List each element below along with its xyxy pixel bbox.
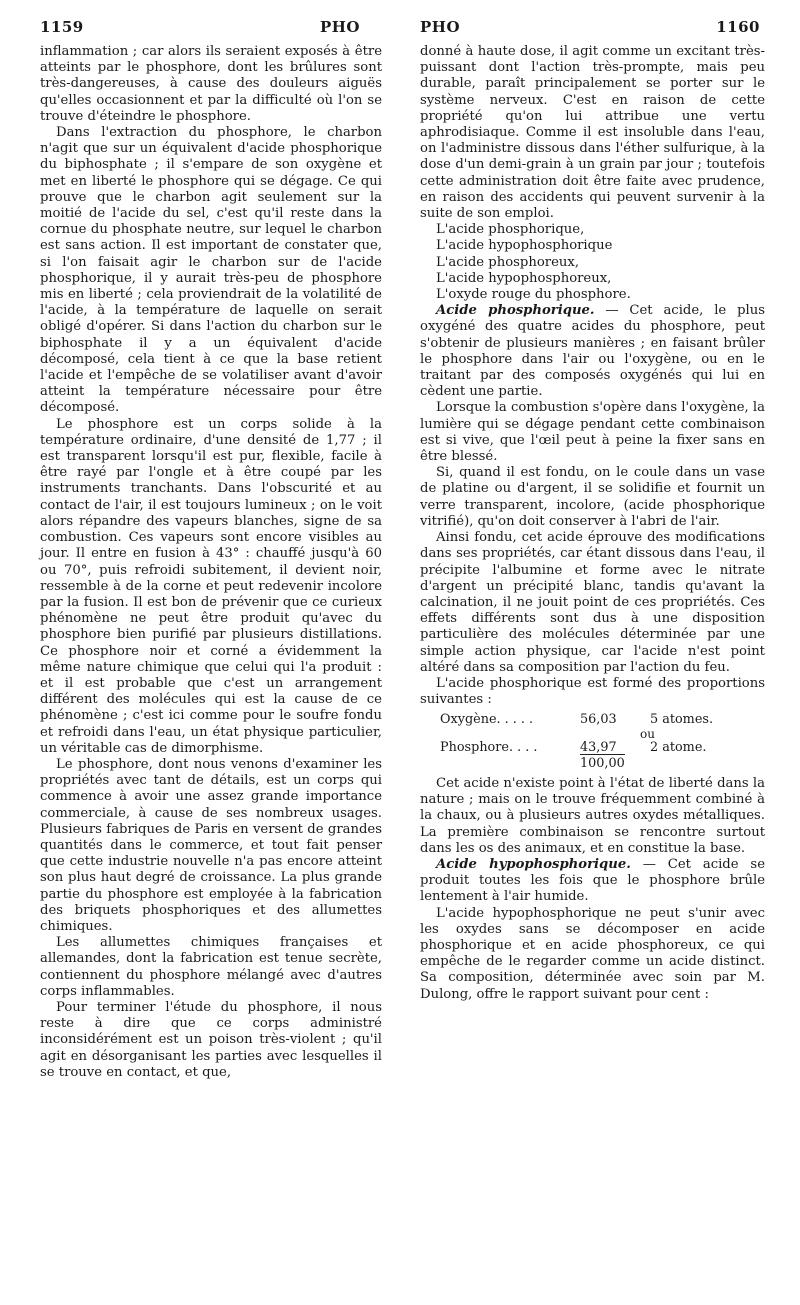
paragraph: Lorsque la combustion s'opère dans l'oxygène, la lumière qui se dégage pendant cette combinaison est si vive, que l'œil peut à peine la fixer sans en être blessé.: [420, 400, 765, 465]
paragraph-text: — Cet acide se produit toutes les fois que le phosphore brûle lentement à l'air humide.: [420, 856, 765, 905]
left-page-number: 1159: [40, 18, 84, 36]
or-label: ou: [640, 726, 655, 741]
left-page-header: [40, 18, 360, 36]
right-column: [420, 44, 765, 1003]
paragraph: Le phosphore, dont nous venons d'examiner les propriétés avec tant de détails, est un corps qui commence à avoir une assez grande importance commerciale, à cause de ses nombreux usages. Plusieurs fabriques de Paris en versent de grandes quantités dans le commerce, et tout fait penser que cette industrie nouvelle n'a pas encore atteint son plus haut degré de croissance. La plus grande partie du phosphore est employée à la fabrication des briquets phosphoriques et des allumettes chimiques.: [40, 756, 382, 934]
left-running-head: PHO: [319, 18, 360, 36]
element-atoms: 2 atome.: [650, 739, 707, 755]
paragraph: L'acide hypophosphorique ne peut s'unir avec les oxydes sans se décomposer en acide phosphorique et en acide phosphoreux, ce qui empêche de le regarder comme un acide distinct. Sa composition, déterminée avec soin par M. Dulong, offre le rapport suivant pour cent :: [420, 905, 765, 1002]
list-item: L'acide phosphorique,: [436, 222, 585, 238]
element-atoms: 5 atomes.: [650, 712, 714, 728]
left-column: [40, 44, 382, 1081]
right-running-head: PHO: [420, 18, 461, 36]
paragraph: Ainsi fondu, cet acide éprouve des modifications dans ses propriétés, car étant dissous dans l'eau, il précipite l'albumine et forme avec le nitrate d'argent un précipité blanc, tandis qu'avant la calcination, il ne jouit point de ces propriétés. Ces effets différents sont dus à une disposition particulière des molécules déterminée par une simple action physique, car l'acide n'est point altéré dans sa composition par l'action du feu.: [420, 530, 765, 675]
paragraph: Pour terminer l'étude du phosphore, il nous reste à dire que ce corps administré inconsidérément est un poison très-violent ; qu'il agit en désorganisant les parties avec lesquelles il se trouve en contact, et que,: [40, 999, 382, 1080]
right-page-header: [420, 18, 760, 36]
paragraph: Cet acide n'existe point à l'état de liberté dans la nature ; mais on le trouve fréquemment combiné à la chaux, ou à plusieurs autres oxydes métalliques. La première combinaison se rencontre surtout dans les os des animaux, et en constitue la base.: [420, 775, 765, 856]
paragraph: Si, quand il est fondu, on le coule dans un vase de platine ou d'argent, il se solidifie et fournit un verre transparent, incolore, (acide phosphorique vitrifié), qu'on doit conserver à l'abri de l'air.: [420, 465, 765, 529]
list-item: L'acide hypophosphorique: [436, 238, 613, 254]
paragraph: donné à haute dose, il agit comme un excitant très-puissant dont l'action très-prompte, mais peu durable, paraît principalement se porter sur le système nerveux. C'est en raison de cette propriété qu'on lui attribue une vertu aphrodisiaque. Comme il est insoluble dans l'eau, on l'administre dissous dans l'éther sulfurique, à la dose d'un demi-grain à un grain par jour ; toutefois cette administration doit être faite avec prudence, en raison des accidents qui peuvent survenir à la suite de son emploi.: [420, 44, 765, 222]
paragraph: [420, 303, 765, 400]
right-page-number: 1160: [716, 18, 760, 36]
paragraph: Le phosphore est un corps solide à la température ordinaire, d'une densité de 1,77 ; il est transparent lorsqu'il est pur, flexible, facile à être rayé par l'ongle et à être coupé par les instruments tranchants. Dans l'obscurité et au contact de l'air, il est toujours lumineux ; on le voit alors répandre des vapeurs blanches, signe de sa combustion. Ces vapeurs sont encore visibles au jour. Il entre en fusion à 43° : chauffé jusqu'à 60 ou 70°, puis refroidi subitement, il devient noir, ressemble à de la corne et peut redevenir incolore par la fusion. Il est bon de prévenir que ce curieux phénomène ne peut être produit qu'avec du phosphore bien purifié par plusieurs distillations. Ce phosphore noir et corné a évidemment la même nature chimique que celui qui l'a produit : et il est probable que c'est un arrangement différent des molécules qui est la cause de ce phénomène ; c'est ici comme pour le soufre fondu et refroidi dans l'eau, un état physique particulier, un véritable cas de dimorphisme.: [40, 416, 382, 756]
paragraph-text: — Cet acide, le plus oxygéné des quatre acides du phosphore, peut s'obtenir de plusieurs manières ; en faisant brûler le phosphore dans l'air ou l'oxygène, ou en le traitant par des composés oxygénés qui lui en cèdent une partie.: [420, 303, 765, 400]
element-value: 56,03: [580, 712, 617, 728]
element-label: Phosphore. . . .: [440, 739, 538, 755]
list-item: L'acide hypophosphoreux,: [436, 270, 612, 286]
composition-table: [420, 712, 765, 772]
paragraph: Les allumettes chimiques françaises et allemandes, dont la fabrication est tenue secrète, contiennent du phosphore mélangé avec d'autres corps inflammables.: [40, 935, 382, 999]
list-item: L'oxyde rouge du phosphore.: [436, 287, 631, 303]
list-item: L'acide phosphoreux,: [436, 254, 580, 270]
paragraph: Dans l'extraction du phosphore, le charbon n'agit que sur un équivalent d'acide phosphorique du biphosphate ; il s'empare de son oxygène et met en liberté le phosphore qui se dégage. Ce qui prouve que le charbon agit seulement sur la moitié de l'acide du sel, c'est qu'il reste dans la cornue du phosphate neutre, sur lequel le charbon est sans action. Il est important de constater que, si l'on faisait agir le charbon sur de l'acide phosphorique, il y aurait très-peu de phosphore mis en liberté ; cela proviendrait de la volatilité de l'acide, à la température de laquelle on serait obligé d'opérer. Si dans l'action du charbon sur le biphosphate il y a un équivalent d'acide décomposé, cela tient à ce que la base retient l'acide et l'empêche de se volatiliser avant d'avoir atteint la température nécessaire pour être décomposé.: [40, 125, 382, 416]
total-value: 100,00: [580, 755, 625, 771]
paragraph: L'acide phosphorique est formé des proportions suivantes :: [420, 675, 765, 708]
element-value: 43,97: [580, 739, 617, 755]
paragraph: [420, 857, 765, 906]
section-title: Acide hypophosphorique.: [436, 856, 631, 872]
compound-list: [420, 222, 765, 303]
element-label: Oxygène. . . . .: [440, 712, 534, 728]
table-total: [420, 756, 765, 772]
table-row: [420, 712, 765, 728]
section-title: Acide phosphorique.: [436, 303, 595, 319]
paragraph: inflammation ; car alors ils seraient exposés à être atteints par le phosphore, dont les brûlures sont très-dangereuses, à cause des douleurs aiguës qu'elles occasionnent et par la difficulté où l'on se trouve d'éteindre le phosphore.: [40, 44, 382, 124]
